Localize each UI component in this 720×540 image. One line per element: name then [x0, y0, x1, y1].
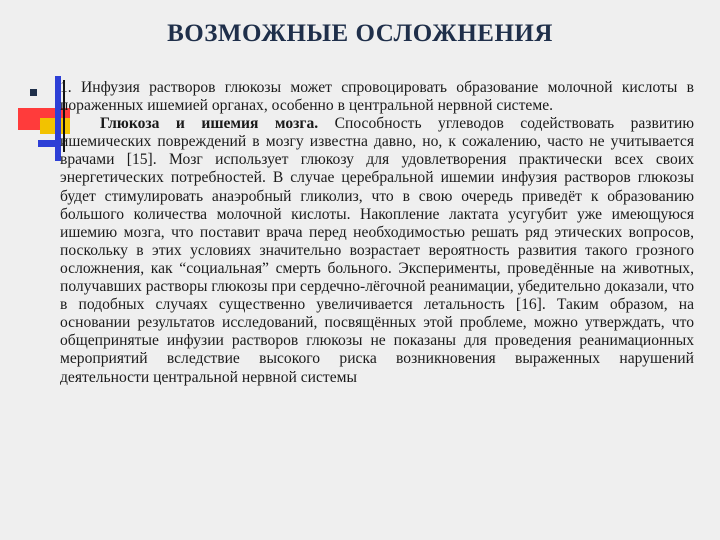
decorative-blue-horizontal-bar	[38, 140, 60, 147]
bullet-icon	[30, 89, 37, 96]
paragraph-glucose-ischemia	[60, 115, 694, 386]
slide-title: ВОЗМОЖНЫЕ ОСЛОЖНЕНИЯ	[167, 20, 553, 47]
paragraph-text: Способность углеводов содействовать развитию ишемических повреждений в мозгу известна давно, но, к сожалению, часто не учитывается врачами [15]. Мозг использует глюкозу для удовлетворения практически всех своих энергетических потребностей. В случае церебральной ишемии инфузия растворов глюкозы будет стимулировать анаэробный гликолиз, что в свою очередь приведёт к образованию большого количества молочной кислоты. Накопление лактата усугубит уже имеющуюся ишемию мозга, что поставит врача перед необходимостью решать ряд этических вопросов, поскольку в этих условиях значительно возрастает вероятность развития такого грозного осложнения, как “социальная” смерть больного. Эксперименты, проведённые на животных, получавших растворы глюкозы при сердечно-лёгочной реанимации, убедительно доказали, что в подобных случаях существенно увеличивается летальность [16]. Таким образом, на основании результатов исследований, посвящённых этой проблеме, можно утверждать, что общепринятые инфузии растворов глюкозы не показаны для проведения реанимационных мероприятий вследствие высокого риска возникновения выраженных нарушений деятельности центральной нервной системы	[60, 115, 694, 386]
slide-body	[60, 79, 694, 387]
paragraph-lead-heading: Глюкоза и ишемия мозга.	[100, 115, 319, 133]
paragraph-infusion: 1. Инфузия растворов глюкозы может спровоцировать образование молочной кислоты в пораженных ишемией органах, особенно в центральной нервной системе.	[60, 79, 694, 115]
